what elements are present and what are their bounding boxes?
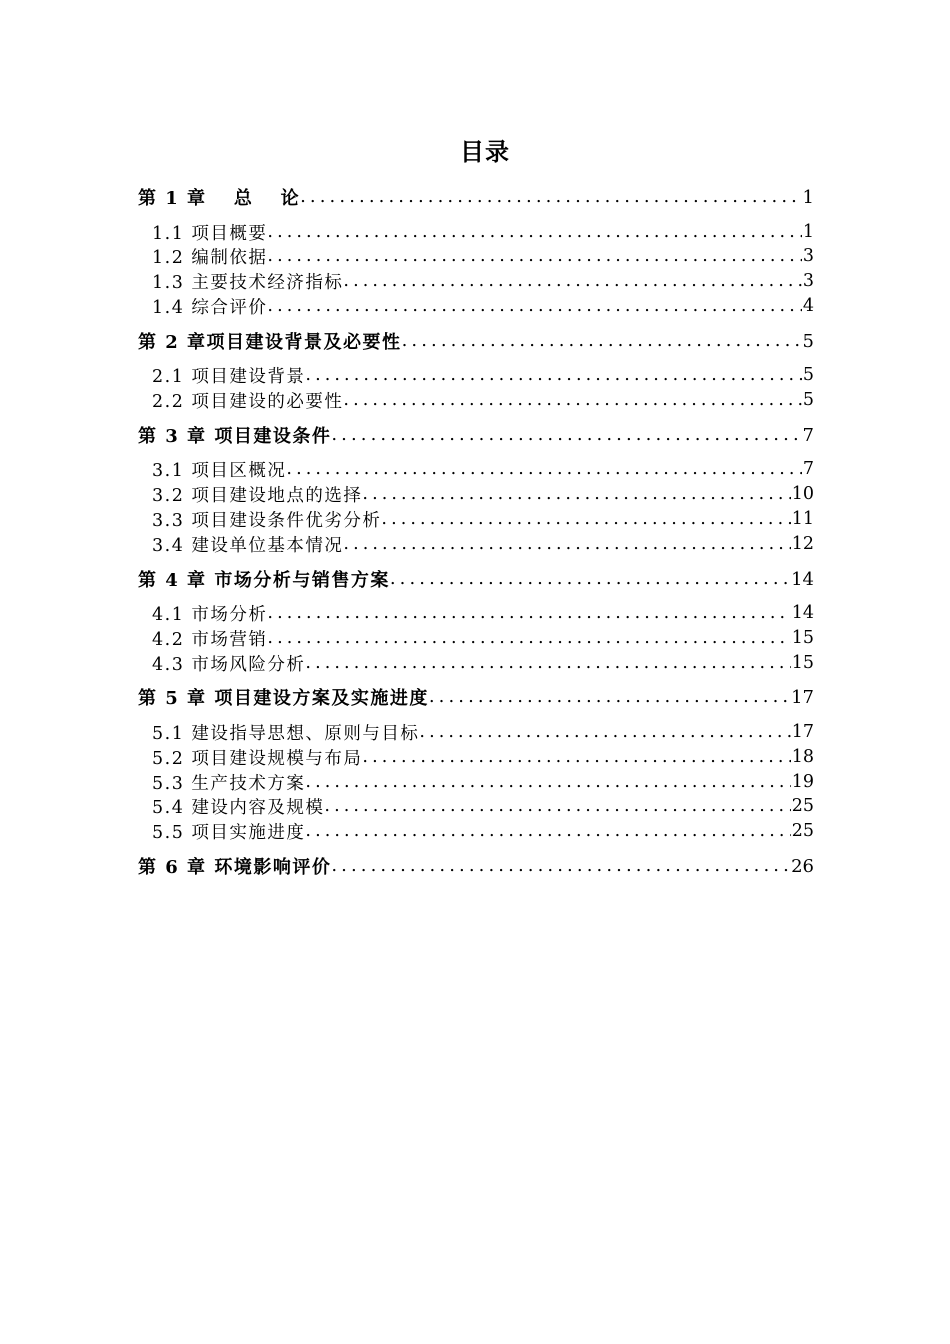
toc-entry-page: 25 xyxy=(791,796,814,816)
toc-entry-label: 第 4 章 市场分析与销售方案 xyxy=(138,570,390,591)
toc-section-entry[interactable] xyxy=(152,793,814,819)
toc-entry-page: 5 xyxy=(802,365,814,385)
toc-entry-page: 11 xyxy=(791,509,814,529)
toc-section-entry[interactable] xyxy=(152,362,814,388)
toc-entry-label: 4.1 市场分析 xyxy=(152,604,268,625)
toc-entry-page: 26 xyxy=(791,855,814,877)
toc-section-entry[interactable] xyxy=(152,456,814,482)
toc-entry-page: 17 xyxy=(791,722,814,742)
dot-leader xyxy=(402,328,802,354)
toc-chapter-entry[interactable] xyxy=(138,684,814,710)
toc-entry-label: 第 1 章 总 论 xyxy=(138,188,301,209)
toc-section-entry[interactable] xyxy=(152,769,814,795)
toc-section-entry[interactable] xyxy=(152,818,814,844)
dot-leader xyxy=(362,481,790,507)
toc-chapter-entry[interactable] xyxy=(138,422,814,448)
dot-leader xyxy=(362,744,790,770)
toc-section-entry[interactable] xyxy=(152,719,814,745)
toc-section-entry[interactable] xyxy=(152,219,814,245)
toc-entry-page: 3 xyxy=(802,246,814,266)
toc-entry-page: 7 xyxy=(802,424,814,446)
dot-leader xyxy=(419,719,790,745)
toc-entry-page: 12 xyxy=(791,534,814,554)
dot-leader xyxy=(300,184,801,210)
dot-leader xyxy=(267,293,801,319)
toc-entry-page: 5 xyxy=(802,330,814,352)
toc-entry-label: 2.1 项目建设背景 xyxy=(152,366,306,387)
toc-section-entry[interactable] xyxy=(152,625,814,651)
toc-entry-label: 3.1 项目区概况 xyxy=(152,460,287,481)
toc-section-entry[interactable] xyxy=(152,650,814,676)
toc-entry-label: 4.2 市场营销 xyxy=(152,629,268,650)
toc-section-entry[interactable] xyxy=(152,387,814,413)
toc-entry-page: 14 xyxy=(791,603,814,623)
toc-entry-label: 1.1 项目概要 xyxy=(152,223,268,244)
toc-entry-page: 7 xyxy=(802,459,814,479)
dot-leader xyxy=(331,853,790,879)
toc-entry-label: 5.2 项目建设规模与布局 xyxy=(152,748,363,769)
toc-chapter-entry[interactable] xyxy=(138,328,814,354)
toc-section-entry[interactable] xyxy=(152,744,814,770)
toc-chapter-entry[interactable] xyxy=(138,184,814,210)
dot-leader xyxy=(305,650,790,676)
toc-entry-page: 19 xyxy=(791,772,814,792)
dot-leader xyxy=(343,531,790,557)
toc-entry-label: 3.4 建设单位基本情况 xyxy=(152,535,344,556)
toc-entry-label: 5.1 建设指导思想、原则与目标 xyxy=(152,723,420,744)
dot-leader xyxy=(305,362,801,388)
toc-section-entry[interactable] xyxy=(152,268,814,294)
toc-section-entry[interactable] xyxy=(152,600,814,626)
toc-section-entry[interactable] xyxy=(152,481,814,507)
dot-leader xyxy=(267,625,790,651)
toc-entry-page: 10 xyxy=(791,484,814,504)
dot-leader xyxy=(324,793,790,819)
toc-entry-label: 5.3 生产技术方案 xyxy=(152,773,306,794)
toc-entry-page: 1 xyxy=(802,222,814,242)
toc-section-entry[interactable] xyxy=(152,531,814,557)
toc-entry-label: 1.4 综合评价 xyxy=(152,297,268,318)
toc-entry-label: 3.3 项目建设条件优劣分析 xyxy=(152,510,382,531)
toc-entry-label: 3.2 项目建设地点的选择 xyxy=(152,485,363,506)
dot-leader xyxy=(267,219,801,245)
toc-chapter-entry[interactable] xyxy=(138,853,814,879)
toc-chapter-entry[interactable] xyxy=(138,566,814,592)
dot-leader xyxy=(343,387,801,413)
toc-entry-page: 15 xyxy=(791,628,814,648)
toc-entry-label: 第 6 章 环境影响评价 xyxy=(138,857,332,878)
dot-leader xyxy=(429,684,790,710)
toc-entry-label: 4.3 市场风险分析 xyxy=(152,654,306,675)
toc-entry-label: 第 2 章项目建设背景及必要性 xyxy=(138,332,402,353)
dot-leader xyxy=(381,506,790,532)
toc-entry-label: 5.4 建设内容及规模 xyxy=(152,797,325,818)
toc-entry-label: 第 5 章 项目建设方案及实施进度 xyxy=(138,688,429,709)
toc-section-entry[interactable] xyxy=(152,506,814,532)
toc-entry-label: 1.2 编制依据 xyxy=(152,247,268,268)
toc-entry-page: 5 xyxy=(802,390,814,410)
toc-entry-page: 14 xyxy=(791,568,814,590)
toc-entry-page: 3 xyxy=(802,271,814,291)
toc-entry-label: 1.3 主要技术经济指标 xyxy=(152,272,344,293)
dot-leader xyxy=(390,566,790,592)
toc-entry-label: 5.5 项目实施进度 xyxy=(152,822,306,843)
dot-leader xyxy=(267,600,790,626)
toc-section-entry[interactable] xyxy=(152,243,814,269)
dot-leader xyxy=(305,769,790,795)
dot-leader xyxy=(343,268,801,294)
toc-title: 目录 xyxy=(460,138,510,166)
toc-entry-label: 2.2 项目建设的必要性 xyxy=(152,391,344,412)
toc-entry-page: 25 xyxy=(791,821,814,841)
dot-leader xyxy=(331,422,801,448)
dot-leader xyxy=(305,818,790,844)
toc-section-entry[interactable] xyxy=(152,293,814,319)
dot-leader xyxy=(286,456,801,482)
dot-leader xyxy=(267,243,801,269)
toc-entry-page: 15 xyxy=(791,653,814,673)
toc-entry-label: 第 3 章 项目建设条件 xyxy=(138,426,332,447)
toc-entry-page: 18 xyxy=(791,747,814,767)
toc-entry-page: 1 xyxy=(802,186,814,208)
toc-entry-page: 17 xyxy=(791,686,814,708)
toc-entry-page: 4 xyxy=(802,296,814,316)
